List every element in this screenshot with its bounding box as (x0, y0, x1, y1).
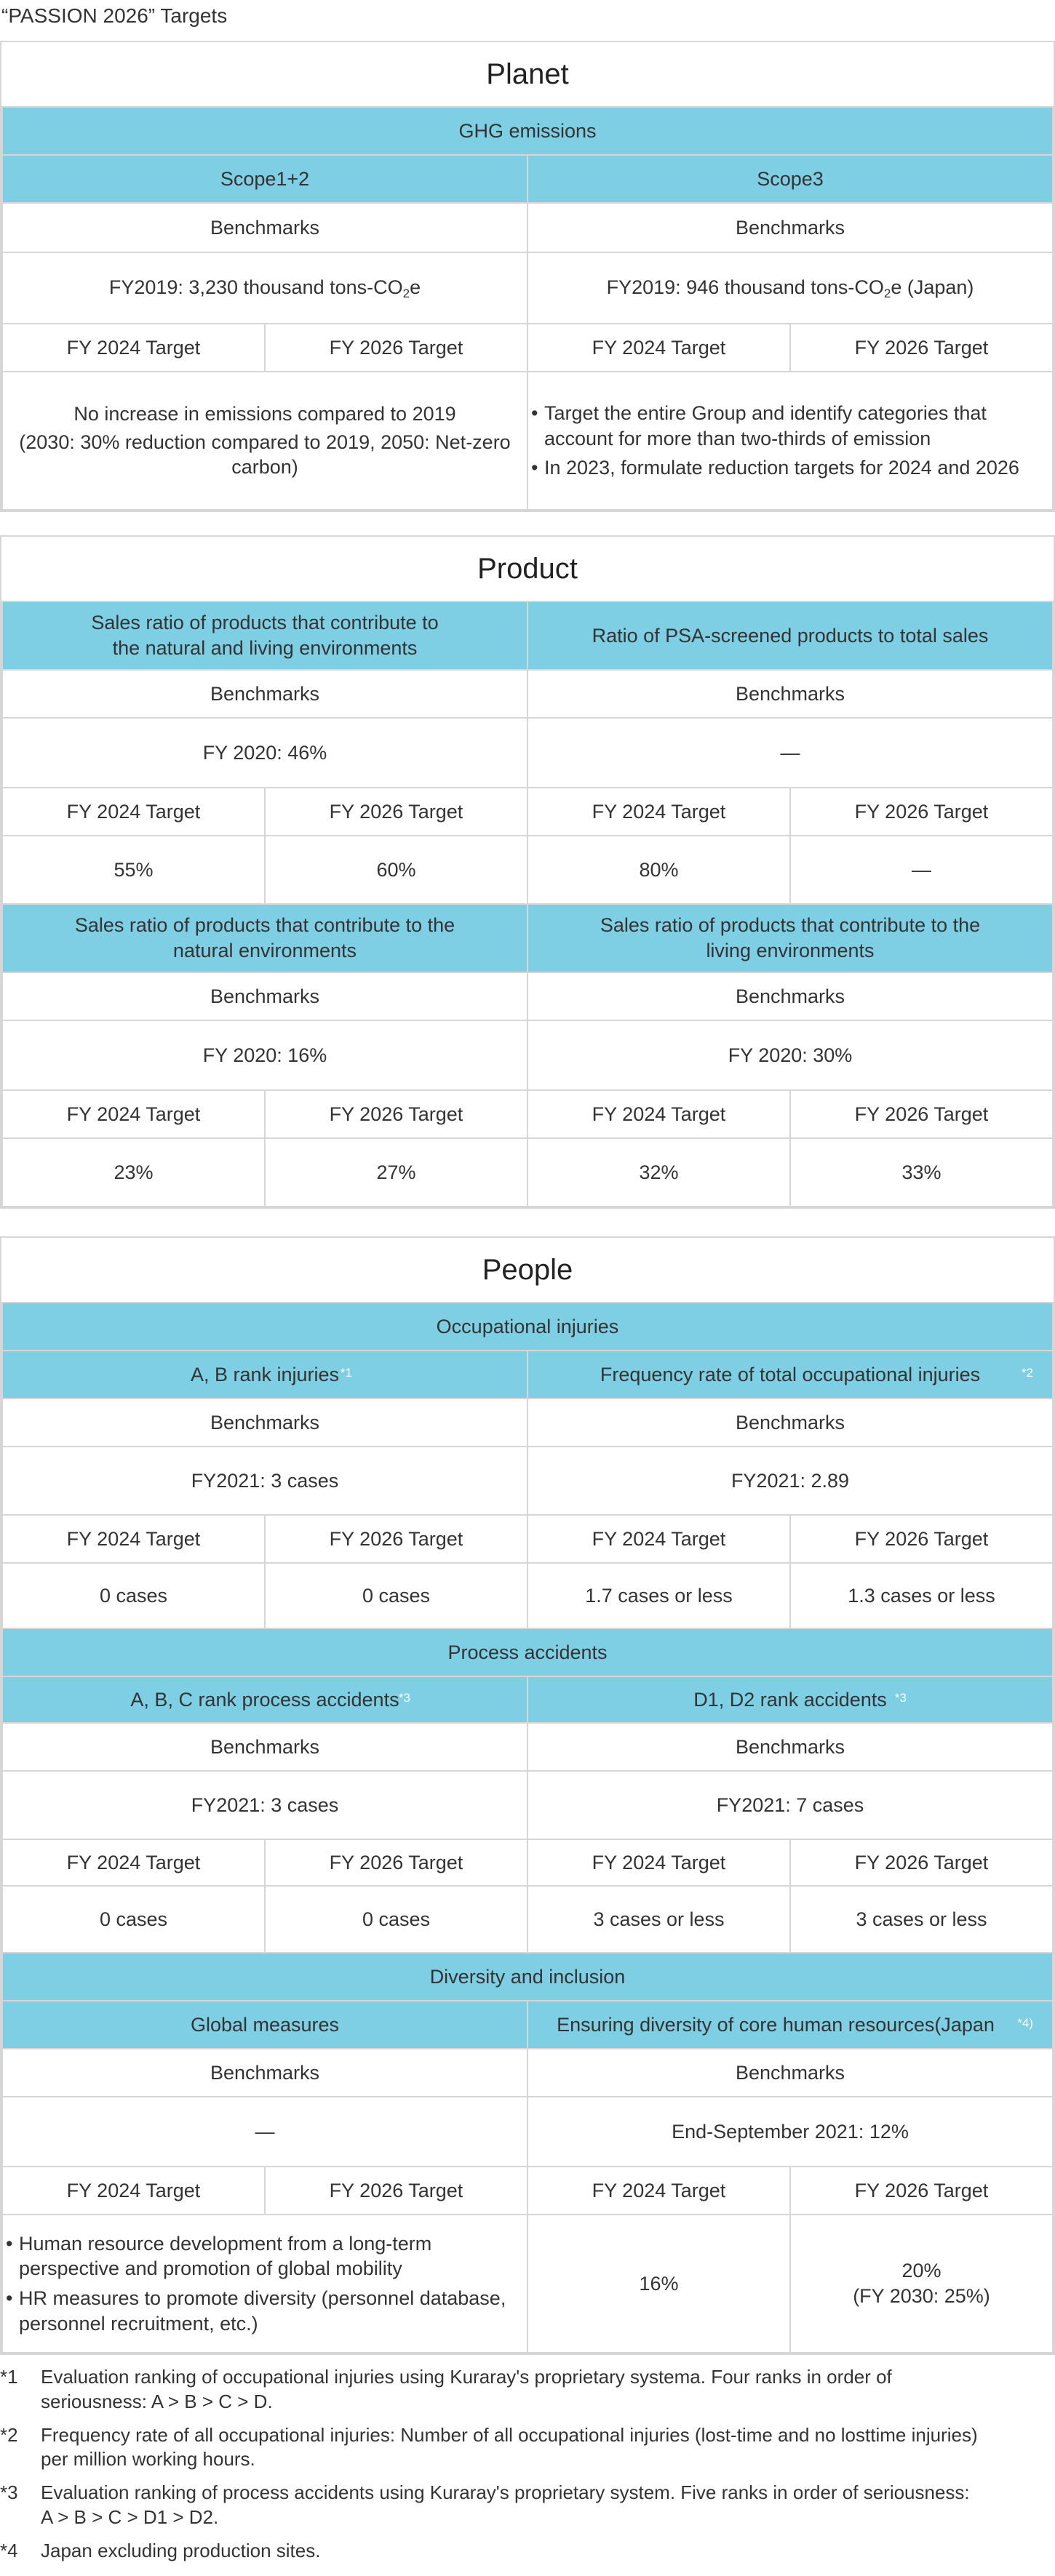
benchmarks-label: Benchmarks (528, 1399, 1053, 1447)
benchmarks-label: Benchmarks (528, 670, 1053, 718)
fy2024-label: FY 2024 Target (2, 788, 265, 836)
fy2026-label: FY 2026 Target (790, 1090, 1053, 1138)
footnote-mark: *1 (0, 2366, 18, 2388)
benchmarks-label: Benchmarks (2, 1723, 528, 1771)
footnote-mark: *2 (0, 2423, 18, 2446)
psa-2024: 80% (528, 836, 790, 904)
planet-section (0, 41, 1055, 512)
footnote-ref: *3 (894, 1690, 907, 1705)
core-benchmark: End-September 2021: 12% (528, 2097, 1053, 2167)
fy2024-label: FY 2024 Target (2, 324, 265, 372)
product-table (1, 601, 1054, 1207)
fy2024-label: FY 2024 Target (528, 2167, 790, 2215)
benchmarks-label: Benchmarks (2, 203, 528, 252)
fy2024-label: FY 2024 Target (528, 1090, 790, 1138)
footnote-ref: *3 (398, 1690, 410, 1705)
fy2026-label: FY 2026 Target (790, 2167, 1053, 2215)
benchmarks-label: Benchmarks (528, 1723, 1053, 1771)
global-bullet: • HR measures to promote diversity (personnel database, personnel recruitment, etc.) (3, 2286, 527, 2336)
benchmarks-label: Benchmarks (2, 670, 528, 718)
global-target (2, 2215, 528, 2353)
d12-rank-header: D1, D2 rank accidents *3 (528, 1676, 1053, 1723)
fy2024-label: FY 2024 Target (2, 2167, 265, 2215)
fy2024-label: FY 2024 Target (2, 1515, 265, 1563)
ab-2026: 0 cases (265, 1563, 528, 1628)
natural-2026: 27% (265, 1138, 528, 1207)
footnote-ref: *1 (340, 1365, 352, 1380)
scope12-target-line: No increase in emissions compared to 2019 (73, 403, 456, 425)
natural-2024: 23% (2, 1138, 265, 1207)
core-2024: 16% (528, 2215, 790, 2353)
scope12-target-line: (2030: 30% reduction compared to 2019, 2050: Net-zero carbon) (19, 431, 511, 479)
fy2024-label: FY 2024 Target (528, 788, 790, 836)
living-header: Sales ratio of products that contribute to the living environments (528, 904, 1053, 972)
scope3-bullet: • Target the entire Group and identify categories that account for more than two-thirds of emission (528, 401, 1052, 451)
frequency-2024: 1.7 cases or less (528, 1563, 790, 1628)
footnotes (0, 2365, 1055, 2572)
fy2024-label: FY 2024 Target (528, 324, 790, 372)
benchmarks-label: Benchmarks (528, 972, 1053, 1020)
fy2026-label: FY 2026 Target (265, 324, 528, 372)
scope12-target (2, 372, 528, 510)
scope12-header: Scope1+2 (2, 155, 528, 203)
fy2026-label: FY 2026 Target (265, 1839, 528, 1886)
global-bullet: • Human resource development from a long-term perspective and promotion of global mobility (3, 2231, 527, 2281)
living-2026: 33% (790, 1138, 1053, 1207)
abc-2026: 0 cases (265, 1886, 528, 1953)
benchmarks-label: Benchmarks (2, 972, 528, 1020)
product-section (0, 535, 1055, 1209)
frequency-benchmark: FY2021: 2.89 (528, 1447, 1053, 1515)
d12-2024: 3 cases or less (528, 1886, 790, 1953)
benchmarks-label: Benchmarks (2, 2049, 528, 2097)
footnote-text: Frequency rate of all occupational injuries: Number of all occupational injuries (lost-time and no losttime injuries) per million working hours. (41, 2423, 978, 2471)
psa-benchmark: — (528, 718, 1053, 788)
fy2024-label: FY 2024 Target (2, 1090, 265, 1138)
occupational-header: Occupational injuries (2, 1303, 1053, 1351)
ghg-header: GHG emissions (2, 107, 1053, 155)
psa-2026: — (790, 836, 1053, 904)
fy2024-label: FY 2024 Target (528, 1515, 790, 1563)
fy2026-label: FY 2026 Target (790, 1839, 1053, 1886)
scope3-bullet: • In 2023, formulate reduction targets for 2024 and 2026 (528, 455, 1052, 481)
natural-living-benchmark: FY 2020: 46% (2, 718, 528, 788)
psa-header: Ratio of PSA-screened products to total sales (528, 601, 1053, 670)
fy2026-label: FY 2026 Target (790, 788, 1053, 836)
ab-benchmark: FY2021: 3 cases (2, 1447, 528, 1515)
global-measures-header: Global measures (2, 2001, 528, 2049)
planet-heading: Planet (486, 57, 569, 90)
fy2026-label: FY 2026 Target (265, 1515, 528, 1563)
footnote (0, 2539, 1055, 2564)
natural-benchmark: FY 2020: 16% (2, 1020, 528, 1090)
scope12-benchmark: FY2019: 3,230 thousand tons-$CO_2e$ (2, 252, 528, 324)
fy2024-label: FY 2024 Target (528, 1839, 790, 1886)
fy2026-label: FY 2026 Target (265, 788, 528, 836)
ab-2024: 0 cases (2, 1563, 265, 1628)
frequency-header: Frequency rate of total occupational injuries *2 (528, 1351, 1053, 1399)
benchmarks-label: Benchmarks (2, 1399, 528, 1447)
footnote (0, 2423, 1055, 2473)
people-section (0, 1236, 1055, 2355)
footnote-mark: *3 (0, 2481, 18, 2504)
d12-2026: 3 cases or less (790, 1886, 1053, 1953)
footnote-text: Japan excluding production sites. (41, 2539, 321, 2561)
natural-living-2024: 55% (2, 836, 265, 904)
benchmarks-label: Benchmarks (528, 2049, 1053, 2097)
living-benchmark: FY 2020: 30% (528, 1020, 1053, 1090)
living-2024: 32% (528, 1138, 790, 1207)
fy2024-label: FY 2024 Target (2, 1839, 265, 1886)
scope3-header: Scope3 (528, 155, 1053, 203)
footnote-mark: *4 (0, 2539, 18, 2561)
footnote (0, 2365, 1055, 2415)
abc-benchmark: FY2021: 3 cases (2, 1771, 528, 1839)
page-title: “PASSION 2026” Targets (1, 4, 228, 27)
footnote-text: Evaluation ranking of occupational injuries using Kuraray's proprietary systema. Four ranks in order of seriousness: A > B > C > D. (41, 2366, 892, 2412)
core-diversity-header: Ensuring diversity of core human resources(Japan *4) (528, 2001, 1053, 2049)
people-table (1, 1302, 1054, 2353)
abc-2024: 0 cases (2, 1886, 265, 1953)
product-heading: Product (477, 552, 578, 585)
diversity-header: Diversity and inclusion (2, 1953, 1053, 2001)
natural-living-header: Sales ratio of products that contribute to the natural and living environments (2, 601, 528, 670)
people-heading: People (482, 1253, 573, 1286)
scope3-target (528, 372, 1053, 510)
core-2026: 20% (FY 2030: 25%) (790, 2215, 1053, 2353)
d12-benchmark: FY2021: 7 cases (528, 1771, 1053, 1839)
planet-table (1, 106, 1054, 511)
footnote-ref: *2 (1021, 1365, 1033, 1380)
benchmarks-label: Benchmarks (528, 203, 1053, 252)
fy2026-label: FY 2026 Target (265, 1090, 528, 1138)
footnote-text: Evaluation ranking of process accidents using Kuraray's proprietary system. Five ranks in order of seriousness: A > B > C > D1 > D2. (41, 2481, 970, 2528)
natural-living-2026: 60% (265, 836, 528, 904)
global-benchmark: — (2, 2097, 528, 2167)
ab-rank-header: A, B rank injuries *1 (2, 1351, 528, 1399)
frequency-2026: 1.3 cases or less (790, 1563, 1053, 1628)
fy2026-label: FY 2026 Target (265, 2167, 528, 2215)
footnote-ref: *4) (1017, 2015, 1033, 2030)
process-header: Process accidents (2, 1628, 1053, 1676)
fy2026-label: FY 2026 Target (790, 1515, 1053, 1563)
footnote (0, 2481, 1055, 2530)
natural-header: Sales ratio of products that contribute to the natural environments (2, 904, 528, 972)
abc-rank-header: A, B, C rank process accidents *3 (2, 1676, 528, 1723)
fy2026-label: FY 2026 Target (790, 324, 1053, 372)
scope3-benchmark: FY2019: 946 thousand tons-$CO_2e$ (Japan) (528, 252, 1053, 324)
